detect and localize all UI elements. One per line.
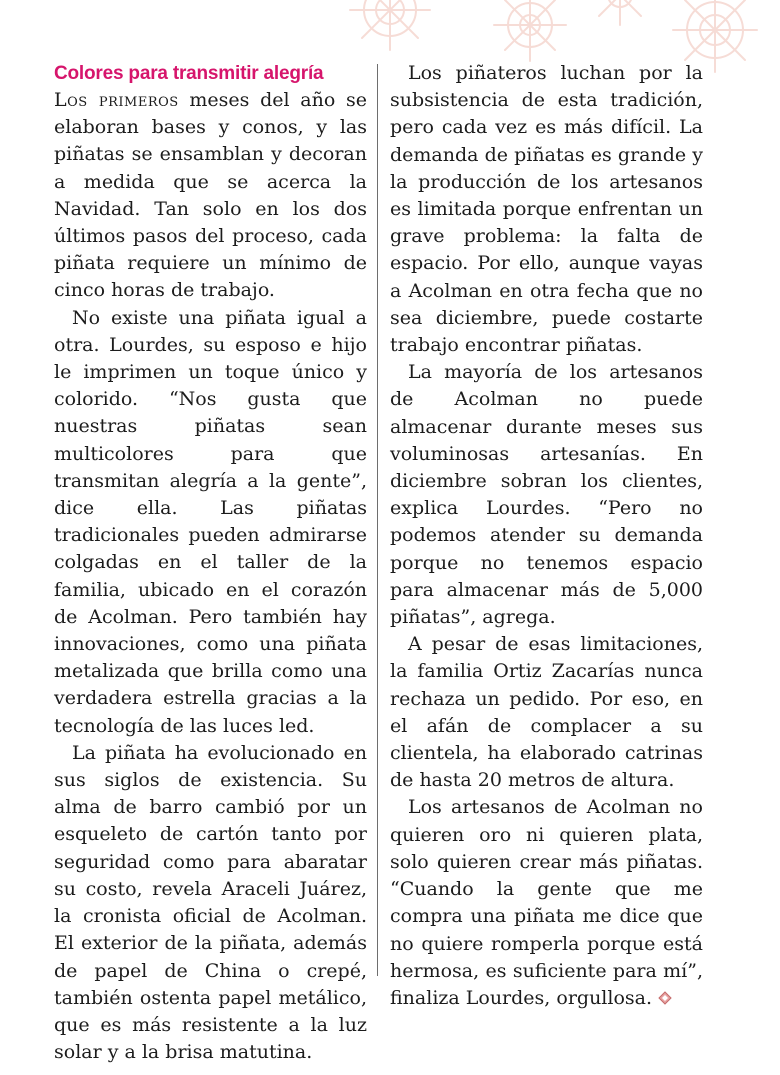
paragraph-1: Los primeros meses del año se elaboran bases y conos, y las piñatas se ensamblan y decoran a medida que se acerca la Navidad. Tan solo en los dos últimos pasos del proceso, cada piñata requiere un mínimo de cinco horas de trabajo. [54, 89, 367, 302]
paragraph-5: La mayoría de los artesanos de Acolman no puede almacenar durante meses sus voluminosas artesanías. En diciembre sobran los clientes, explica Lourdes. “Pero no podemos atender su demanda porque no tenemos espacio para almacenar más de 5,000 piñatas”, agrega. [390, 361, 703, 629]
section-heading: Colores para transmitir alegría [54, 63, 324, 84]
column-divider [377, 64, 378, 976]
left-column [54, 60, 367, 1066]
lead-small-caps: Los primeros [54, 89, 179, 111]
diamond-end-mark-icon [658, 991, 672, 1005]
paragraph-3: La piñata ha evolucionado en sus siglos de existencia. Su alma de barro cambió por un esqueleto de cartón tanto por seguridad como para abaratar su costo, revela Araceli Juárez, la cronista oficial de Acolman. El exterior de la piñata, además de papel de China o crepé, también ostenta papel metálico, que es más resistente a la luz solar y a la brisa matutina. [54, 741, 367, 1064]
right-column [390, 60, 703, 1012]
paragraph-6: A pesar de esas limitaciones, la familia Ortiz Zacarías nunca rechaza un pedido. Por eso, en el afán de complacer a su clientela, ha elaborado catrinas de hasta 20 metros de altura. [390, 633, 703, 792]
paragraph-7: Los artesanos de Acolman no quieren oro ni quieren plata, solo quieren crear más piñatas. “Cuando la gente que me compra una piñata me dice que no quiere romperla porque está hermosa, es suficiente para mí”, finaliza Lourdes, orgullosa. [390, 796, 703, 1009]
paragraph-4: Los piñateros luchan por la subsistencia de esta tradición, pero cada vez es más difícil. La demanda de piñatas es grande y la producción de los artesanos es limitada porque enfrentan un grave problema: la falta de espacio. Por ello, aunque vayas a Acolman en otra fecha que no sea diciembre, puede costarte trabajo encontrar piñatas. [390, 62, 703, 357]
paragraph-2: No existe una piñata igual a otra. Lourdes, su esposo e hijo le imprimen un toque único y colorido. “Nos gusta que nuestras piñatas sean multicolores para que transmitan alegría a la gente”, dice ella. Las piñatas tradicionales pueden admirarse colgadas en el taller de la familia, ubicado en el corazón de Acolman. Pero también hay innovaciones, como una piñata metalizada que brilla como una verdadera estrella gracias a la tecnología de las luces led. [54, 306, 367, 737]
